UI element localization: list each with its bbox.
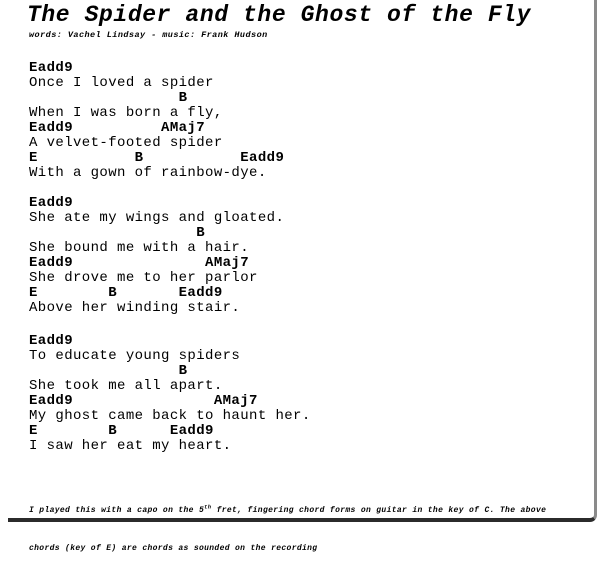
footnote (29, 480, 546, 580)
lyric-line: She ate my wings and gloated. (29, 210, 285, 226)
footnote-line1 (29, 505, 546, 518)
verse (29, 196, 311, 316)
chord-line: Eadd9 (29, 60, 74, 76)
chord-line: E B Eadd9 (29, 423, 214, 439)
lyric-line: To educate young spiders (29, 348, 241, 364)
chord-line: B (29, 225, 206, 241)
capo-fret-superscript: th (204, 503, 212, 511)
footnote-line1-part2: fret, fingering chord forms on guitar in the key of C. The above (211, 506, 547, 515)
lyric-line: A velvet-footed spider (29, 135, 223, 151)
lyric-line: Above her winding stair. (29, 300, 241, 316)
lyric-line: Once I loved a spider (29, 75, 214, 91)
footnote-line1-part1: I played this with a capo on the 5 (29, 506, 205, 515)
lyric-line: With a gown of rainbow-dye. (29, 165, 267, 181)
chord-line: Eadd9 AMaj7 (29, 120, 206, 136)
chord-line: E B Eadd9 (29, 150, 285, 166)
lyric-line: She took me all apart. (29, 378, 223, 394)
chord-line: Eadd9 AMaj7 (29, 393, 258, 409)
chord-line: Eadd9 (29, 195, 74, 211)
chord-line: B (29, 90, 188, 106)
chord-line: Eadd9 (29, 333, 74, 349)
song-title: The Spider and the Ghost of the Fly (27, 2, 532, 28)
lyric-line: She bound me with a hair. (29, 240, 250, 256)
chord-line: E B Eadd9 (29, 285, 223, 301)
lyric-line: She drove me to her parlor (29, 270, 258, 286)
lyric-line: My ghost came back to haunt her. (29, 408, 311, 424)
lyric-line: I saw her eat my heart. (29, 438, 232, 454)
lyric-line: When I was born a fly, (29, 105, 223, 121)
verses (29, 61, 311, 454)
footnote-line2: chords (key of E) are chords as sounded on the recording (29, 543, 318, 553)
verse (29, 334, 311, 454)
song-byline: words: Vachel Lindsay - music: Frank Hudson (29, 30, 268, 40)
chord-line: Eadd9 AMaj7 (29, 255, 250, 271)
verse (29, 61, 311, 181)
chord-line: B (29, 363, 188, 379)
